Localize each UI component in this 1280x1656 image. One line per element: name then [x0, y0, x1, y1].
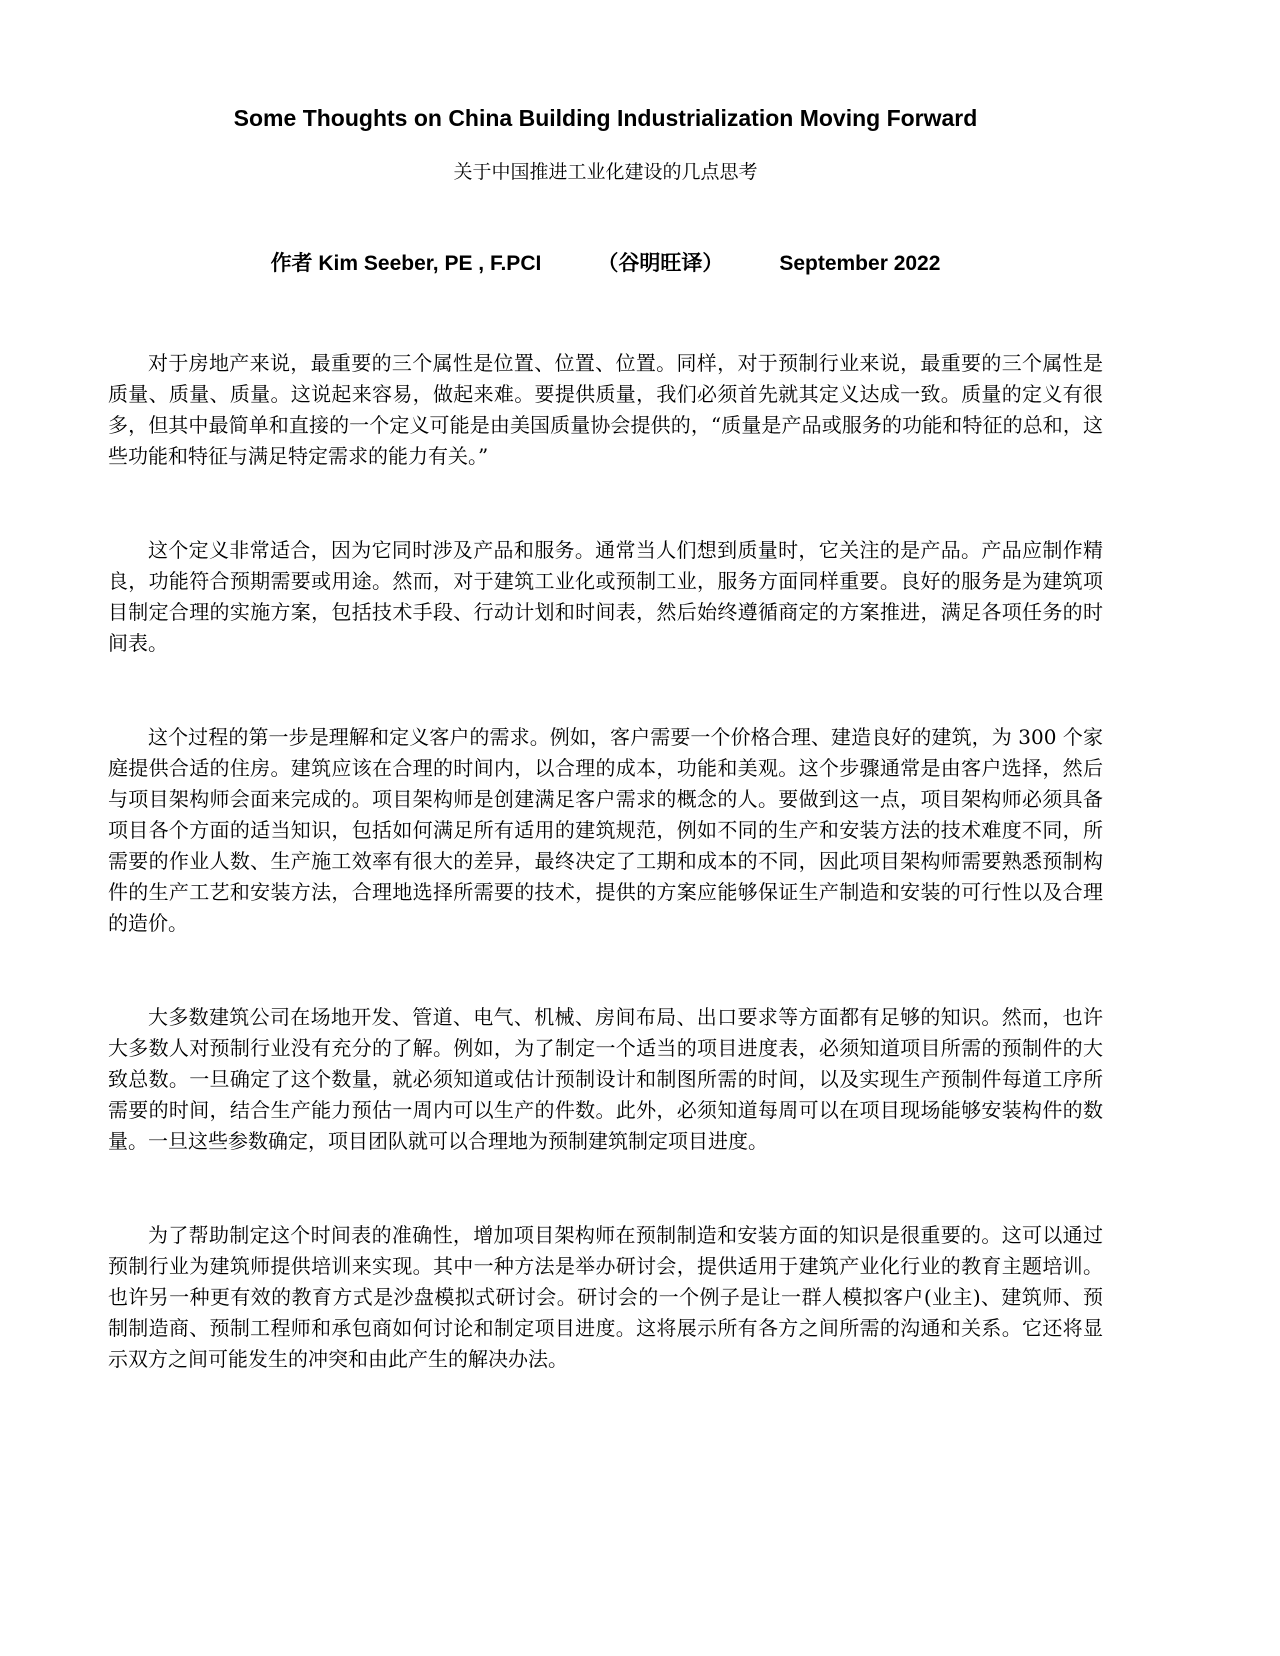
document-body: [108, 348, 1103, 1375]
page-title: Some Thoughts on China Building Industrialization Moving Forward: [233, 105, 978, 131]
paragraph-training-workshops: 为了帮助制定这个时间表的准确性，增加项目架构师在预制制造和安装方面的知识是很重要的。这可以通过预制行业为建筑师提供培训来实现。其中一种方法是举办研讨会，提供适用于建筑产业化行业的教育主题培训。也许另一种更有效的教育方式是沙盘模拟式研讨会。研讨会的一个例子是让一群人模拟客户(业主)、建筑师、预制制造商、预制工程师和承包商如何讨论和制定项目进度。这将展示所有各方之间所需的沟通和关系。它还将显示双方之间可能发生的冲突和由此产生的解决办法。: [108, 1222, 1103, 1371]
paragraph-quality-definition: 对于房地产来说，最重要的三个属性是位置、位置、位置。同样，对于预制行业来说，最重要的三个属性是质量、质量、质量。这说起来容易，做起来难。要提供质量，我们必须首先就其定义达成一致。质量的定义有很多，但其中最简单和直接的一个定义可能是由美国质量协会提供的，“质量是产品或服务的功能和特征的总和，这些功能和特征与满足特定需求的能力有关。”: [108, 350, 1103, 468]
paragraph-product-and-service: 这个定义非常适合，因为它同时涉及产品和服务。通常当人们想到质量时，它关注的是产品。产品应制作精良，功能符合预期需要或用途。然而，对于建筑工业化或预制工业，服务方面同样重要。良好的服务是为建筑项目制定合理的实施方案，包括技术手段、行动计划和时间表，然后始终遵循商定的方案推进，满足各项任务的时间表。: [108, 537, 1103, 655]
byline-date: September 2022: [779, 252, 941, 276]
paragraph-customer-needs: 这个过程的第一步是理解和定义客户的需求。例如，客户需要一个价格合理、建造良好的建筑，为 300 个家庭提供合适的住房。建筑应该在合理的时间内，以合理的成本，功能和美观。这个步骤通常是由客户选择，然后与项目架构师会面来完成的。项目架构师是创建满足客户需求的概念的人。要做到这一点，项目架构师必须具备项目各个方面的适当知识，包括如何满足所有适用的建筑规范，例如不同的生产和安装方法的技术难度不同，所需要的作业人数、生产施工效率有很大的差异，最终决定了工期和成本的不同，因此项目架构师需要熟悉预制构件的生产工艺和安装方法，合理地选择所需要的技术，提供的方案应能够保证生产制造和安装的可行性以及合理的造价。: [108, 724, 1103, 935]
byline: [108, 250, 1103, 277]
byline-translator: （谷明旺译）: [597, 252, 724, 276]
page-subtitle-chinese: 关于中国推进工业化建设的几点思考: [453, 160, 758, 183]
byline-author: 作者 Kim Seeber, PE , F.PCI: [270, 252, 542, 276]
paragraph-construction-knowledge: 大多数建筑公司在场地开发、管道、电气、机械、房间布局、出口要求等方面都有足够的知识。然而，也许大多数人对预制行业没有充分的了解。例如，为了制定一个适当的项目进度表，必须知道项目所需的预制件的大致总数。一旦确定了这个数量，就必须知道或估计预制设计和制图所需的时间，以及实现生产预制件每道工序所需要的时间，结合生产能力预估一周内可以生产的件数。此外，必须知道每周可以在项目现场能够安装构件的数量。一旦这些参数确定，项目团队就可以合理地为预制建筑制定项目进度。: [108, 1004, 1103, 1153]
